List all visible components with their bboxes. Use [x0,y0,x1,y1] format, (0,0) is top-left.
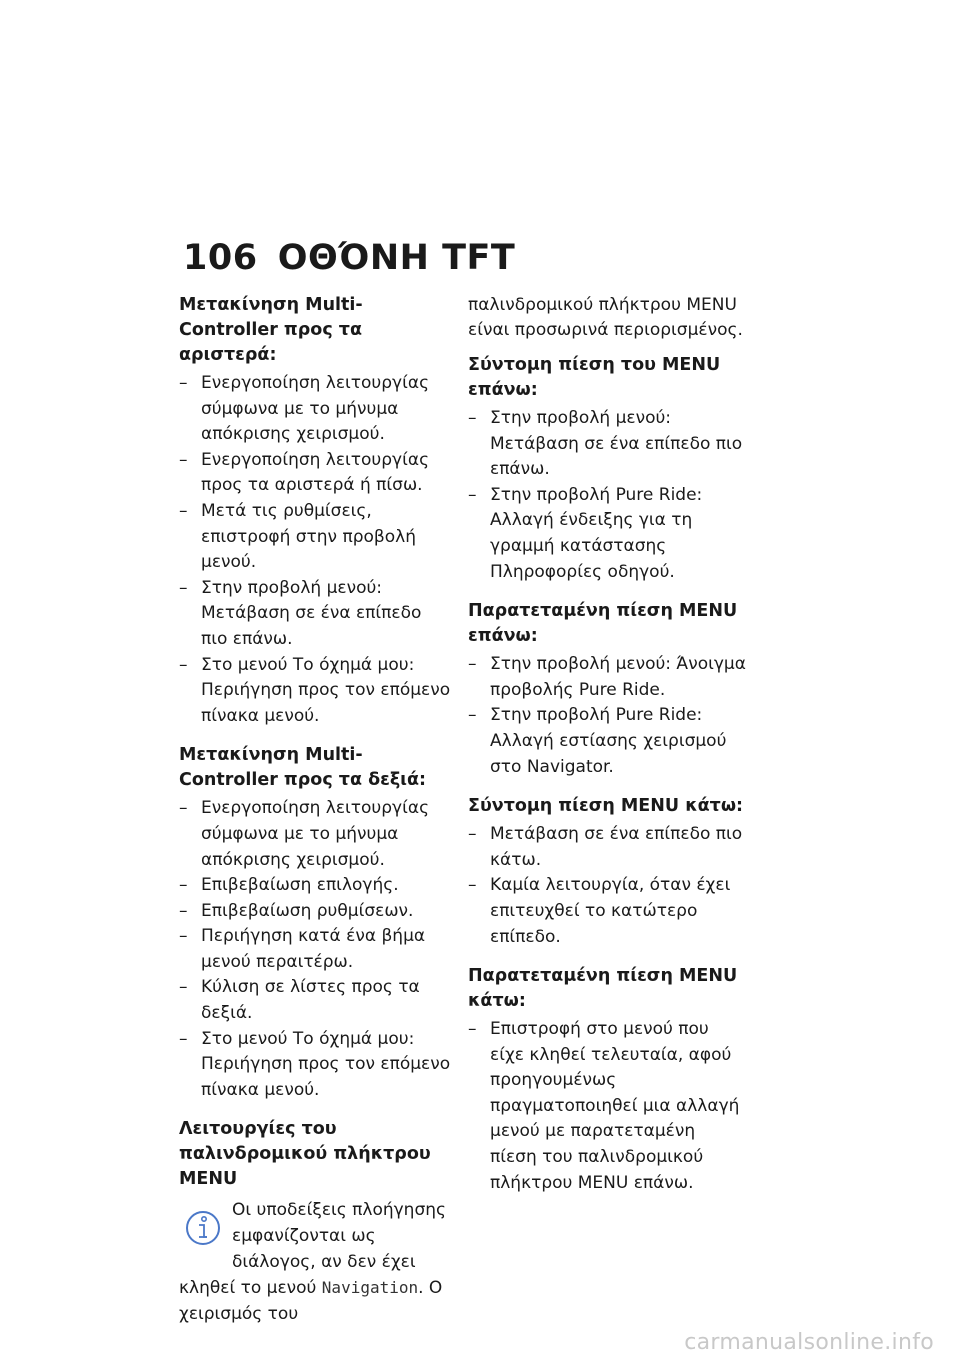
section-title: Μετακίνηση Multi-Controller προς τα αριστερά: [179,295,363,365]
dash-icon: – [179,875,188,896]
list-item: – Ενεργοποίηση λειτουργίας σύμφωνα με το μήνυμα απόκρισης χειρισμού. [179,373,430,445]
list-item: – Κύλιση σε λίστες προς τα δεξιά. [179,977,420,1024]
section-title: Σύντομη πίεση του MENU επάνω: [468,355,721,400]
dash-icon: – [179,900,188,921]
section-title: Σύντομη πίεση MENU κάτω: [468,796,744,817]
list-item: – Στην προβολή μενού: Άνοιγμα προβολής Pure Ride. [468,654,746,700]
list-item: – Περιήγηση κατά ένα βήμα μενού περαιτέρω. [179,926,426,972]
dash-icon: – [179,1028,188,1049]
info-icon [184,1206,222,1250]
dash-icon: – [179,500,188,521]
continuation-text: παλινδρομικού πλήκτρου MENU είναι προσωρινά περιορισμένος. [468,295,743,340]
note-text: Οι υποδείξεις πλοήγησης εμφανίζονται ως διάλογος, αν δεν έχει κληθεί το μενού [179,1200,446,1299]
watermark: carmanualsonline.info [684,1330,934,1355]
list-item: – Επιβεβαίωση ρυθμίσεων. [179,899,451,925]
dash-icon: – [468,1019,477,1040]
list-item: – Στην προβολή Pure Ride: Αλλαγή εστίασης χειρισμού στο Navigator. [468,705,727,777]
section-title: Μετακίνηση Multi-Controller προς τα δεξιά: [179,745,427,791]
page-header [183,238,515,278]
bullet-list [468,1017,746,1196]
dash-icon: – [468,705,477,726]
list-item: – Καμία λειτουργία, όταν έχει επιτευχθεί το κατώτερο επίπεδο. [468,875,731,947]
dash-icon: – [179,654,188,675]
info-note [179,1198,451,1327]
list-item: – Στην προβολή μενού: Μετάβαση σε ένα επίπεδο πιο επάνω. [468,408,743,480]
dash-icon: – [468,654,477,675]
list-item: – Στο μενού Το όχημά μου: Περιήγηση προς τον επόμενο πίνακα μενού. [179,1028,451,1100]
left-column [179,293,451,1327]
list-item: – Μετάβαση σε ένα επίπεδο πιο κάτω. [468,824,743,870]
list-item: – Επιστροφή στο μενού που είχε κληθεί τελευταία, αφού προηγουμένως πραγματοποιηθεί μια αλλαγή μενού με παρατεταμένη πίεση του παλινδρομικού πλήκτρου MENU επάνω. [468,1019,740,1193]
list-item: – Ενεργοποίηση λειτουργίας σύμφωνα με το μήνυμα απόκρισης χειρισμού. [179,798,430,870]
dash-icon: – [468,484,477,505]
list-item: – Μετά τις ρυθμίσεις, επιστροφή στην προβολή μενού. [179,500,416,573]
dash-icon: – [468,875,477,896]
note-text-end: . Ο χειρισμός του [179,1278,443,1324]
right-column [468,293,746,1210]
dash-icon: – [179,577,188,598]
bullet-list [179,796,451,1103]
dash-icon: – [468,824,477,845]
dash-icon: – [179,449,188,470]
bullet-list [468,822,746,950]
dash-icon: – [179,926,188,947]
dash-icon: – [179,798,188,819]
list-item: – Ενεργοποίηση λειτουργίας προς τα αριστερά ή πίσω. [179,449,430,496]
section-title: Παρατεταμένη πίεση MENU επάνω: [468,601,738,647]
list-item: – Στην προβολή μενού: Μετάβαση σε ένα επίπεδο πιο επάνω. [179,577,422,649]
dash-icon: – [179,373,188,393]
bullet-list [468,406,746,585]
section-title: Παρατεταμένη πίεση MENU κάτω: [468,966,738,1012]
list-item: – Επιβεβαίωση επιλογής. [179,873,451,899]
page-number: 106 [183,238,258,278]
note-code: Navigation [321,1278,419,1298]
dash-icon: – [179,977,188,998]
list-item: – Στο μενού Το όχημά μου: Περιήγηση προς τον επόμενο πίνακα μενού. [179,654,451,726]
list-item: – Στην προβολή Pure Ride: Αλλαγή ένδειξης για τη γραμμή κατάστασης Πληροφορίες οδηγού. [468,484,703,582]
section-title: Λειτουργίες του παλινδρομικού πλήκτρου MENU [179,1119,431,1190]
bullet-list [179,371,451,729]
page-title: ΟΘΌΝΗ TFT [277,238,516,278]
bullet-list [468,652,746,780]
dash-icon: – [468,408,477,428]
